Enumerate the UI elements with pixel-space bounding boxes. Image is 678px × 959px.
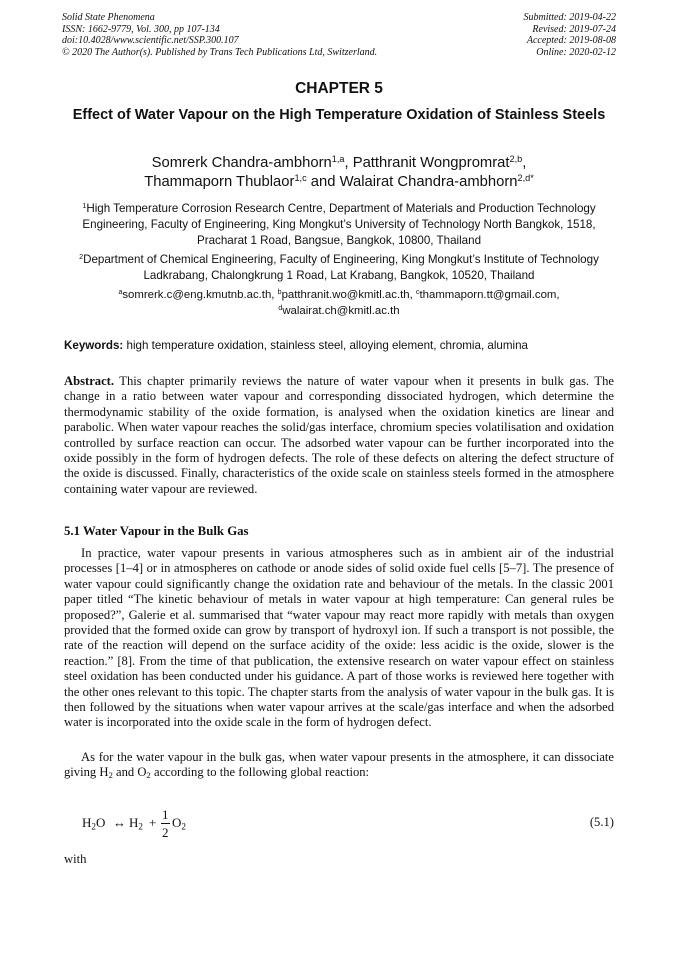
journal-issn: ISSN: 1662-9779, Vol. 300, pp 107-134 bbox=[62, 23, 220, 35]
equation-symbol: H bbox=[129, 815, 139, 830]
affiliation-mark: 2 bbox=[79, 252, 84, 262]
author-affiliation-mark: 1,a bbox=[331, 153, 345, 164]
email-address: patthranit.wo@kmitl.ac.th, bbox=[281, 289, 416, 301]
author-name: Patthranit Wongpromrat bbox=[352, 155, 510, 171]
equation-symbol: O bbox=[172, 815, 182, 830]
section-heading: 5.1 Water Vapour in the Bulk Gas bbox=[64, 524, 249, 538]
fraction-numerator: 1 bbox=[162, 807, 169, 822]
equation-subscript: 2 bbox=[91, 821, 96, 832]
equation-symbol: O bbox=[95, 815, 106, 830]
author-list bbox=[70, 154, 608, 192]
equation-subscript: 2 bbox=[181, 821, 186, 832]
affiliation-1 bbox=[60, 201, 618, 249]
submission-dates bbox=[524, 12, 617, 58]
affiliation-mark: 1 bbox=[82, 201, 87, 211]
date-submitted: Submitted: 2019-04-22 bbox=[523, 12, 616, 23]
equation-5-1 bbox=[82, 806, 232, 842]
fraction-denominator: 2 bbox=[162, 825, 169, 840]
author-affiliation-mark: 2,b bbox=[509, 153, 523, 164]
date-online: Online: 2020-02-12 bbox=[536, 46, 616, 58]
subscript: 2 bbox=[146, 770, 151, 781]
email-mark: d bbox=[278, 304, 283, 312]
journal-doi: doi:10.4028/www.scientific.net/SSP.300.107 bbox=[62, 35, 239, 47]
body-paragraph-1: In practice, water vapour presents in various atmospheres such as in ambient air of the industrial processes [1–4] or in atmospheres on cathode or anode sides of solid oxide fuel cells [5–7]. The presence of water vapour could significantly change the oxidation rate and behaviour of the metals. In the classic 2001 paper titled “The kinetic behaviour of metals in water vapour at high temperature: Can general rules be proposed?”, Galerie et al. summarised that “water vapour may react more rapidly with metals than oxygen provided that the formed oxide can grow by transport of hydroxyl ion. If such a transport is not possible, the rate of the reaction will depend on the surface acidity of the oxide: less acidic is the oxide, slower is the reaction.” [8]. From the time of that publication, the extensive research on water vapour effect on stainless steel oxidation has been conducted under his guidance. A part of those works is reviewed here together with the other ones relevant to this topic. The chapter starts from the analysis of water vapour in the bulk gas. It is then followed by the situations when water vapour arrives at the scale/gas interface and when the adsorbed water is incorporated into the oxide scale in the form of hydrogen defect. bbox=[64, 546, 614, 730]
journal-info bbox=[62, 12, 377, 58]
keywords bbox=[64, 338, 616, 353]
equation-symbol: H bbox=[82, 815, 92, 830]
paragraph-text: according to the following global reaction: bbox=[150, 765, 370, 780]
keywords-label: Keywords: bbox=[64, 339, 124, 352]
author-name: Thammaporn Thublaor bbox=[144, 174, 295, 190]
affiliation-text: Department of Chemical Engineering, Faculty of Engineering, King Mongkut’s Institute of Technology Ladkrabang, Chalongkrung 1 Road, Lat Krabang, Bangkok, 10520, Thailand bbox=[83, 253, 599, 282]
author-emails bbox=[60, 288, 618, 319]
plus-sign: + bbox=[149, 815, 157, 830]
affiliation-2 bbox=[60, 252, 618, 284]
affiliation-text: High Temperature Corrosion Research Centre, Department of Materials and Production Technology Engineering, Faculty of Engineering, King Mongkut’s University of Technology North Bangkok, 1518, Pracharat 1 Road, Bangsue, Bangkok, 10800, Thailand bbox=[82, 202, 596, 247]
email-mark: b bbox=[277, 289, 282, 297]
equilibrium-arrow: ↔ bbox=[113, 815, 126, 830]
author-separator: , bbox=[522, 155, 527, 171]
equation-term-h2o bbox=[82, 815, 105, 831]
keywords-text: high temperature oxidation, stainless steel, alloying element, chromia, alumina bbox=[123, 339, 528, 352]
author-separator: and bbox=[306, 174, 340, 190]
equation-term-h2 bbox=[129, 815, 143, 831]
paragraph-text: and O bbox=[112, 765, 147, 780]
email-address: thammaporn.tt@gmail.com, bbox=[419, 289, 560, 301]
author-name: Somrerk Chandra-ambhorn bbox=[151, 155, 332, 171]
equation-number: (5.1) bbox=[589, 815, 614, 829]
paper-title: Effect of Water Vapour on the High Temperature Oxidation of Stainless Steels bbox=[72, 107, 606, 123]
equation-subscript: 2 bbox=[138, 821, 143, 832]
abstract-label: Abstract. bbox=[64, 374, 115, 388]
equation-term-o2 bbox=[172, 815, 186, 831]
body-paragraph-2 bbox=[64, 750, 614, 781]
chapter-label: CHAPTER 5 bbox=[295, 80, 383, 97]
paragraph-text: As for the water vapour in the bulk gas, when water vapour presents in the atmosphere, it can dissociate giving H bbox=[64, 750, 614, 780]
author-affiliation-mark: 1,c bbox=[294, 172, 307, 183]
journal-name: Solid State Phenomena bbox=[62, 12, 155, 23]
abstract bbox=[64, 374, 614, 497]
email-address: somrerk.c@eng.kmutnb.ac.th, bbox=[122, 289, 278, 301]
author-name: Walairat Chandra-ambhorn bbox=[339, 174, 518, 190]
date-revised: Revised: 2019-07-24 bbox=[532, 23, 616, 35]
journal-copyright: © 2020 The Author(s). Published by Trans Tech Publications Ltd, Switzerland. bbox=[62, 46, 378, 58]
abstract-text: This chapter primarily reviews the nature of water vapour when it presents in bulk gas. The change in a ratio between water vapour and corresponding dissociated hydrogen, which determine the thermodynamic stability of the oxide formation, is analysed when the oxidation kinetics are linear and parabolic. When water vapour reaches the solid/gas interface, chromium species volatilisation and oxidation controlled by surface reaction can occur. The adsorbed water vapour can be further incorporated into the oxide possibly in the form of hydrogen defects. The role of these defects on altering the defect structure of the oxide is discussed. Finally, characteristics of the oxide scale on stainless steels formed in the atmosphere containing water vapour are reviewed. bbox=[64, 374, 614, 496]
date-accepted: Accepted: 2019-08-08 bbox=[526, 35, 616, 47]
trailing-text: with bbox=[64, 852, 87, 866]
email-address: walairat.ch@kmitl.ac.th bbox=[282, 304, 400, 317]
author-affiliation-mark: 2,d* bbox=[517, 172, 534, 183]
fraction-bar bbox=[161, 823, 170, 824]
email-mark: a bbox=[118, 289, 123, 297]
author-separator: , bbox=[344, 155, 353, 171]
subscript: 2 bbox=[108, 770, 113, 781]
email-mark: c bbox=[415, 289, 420, 297]
